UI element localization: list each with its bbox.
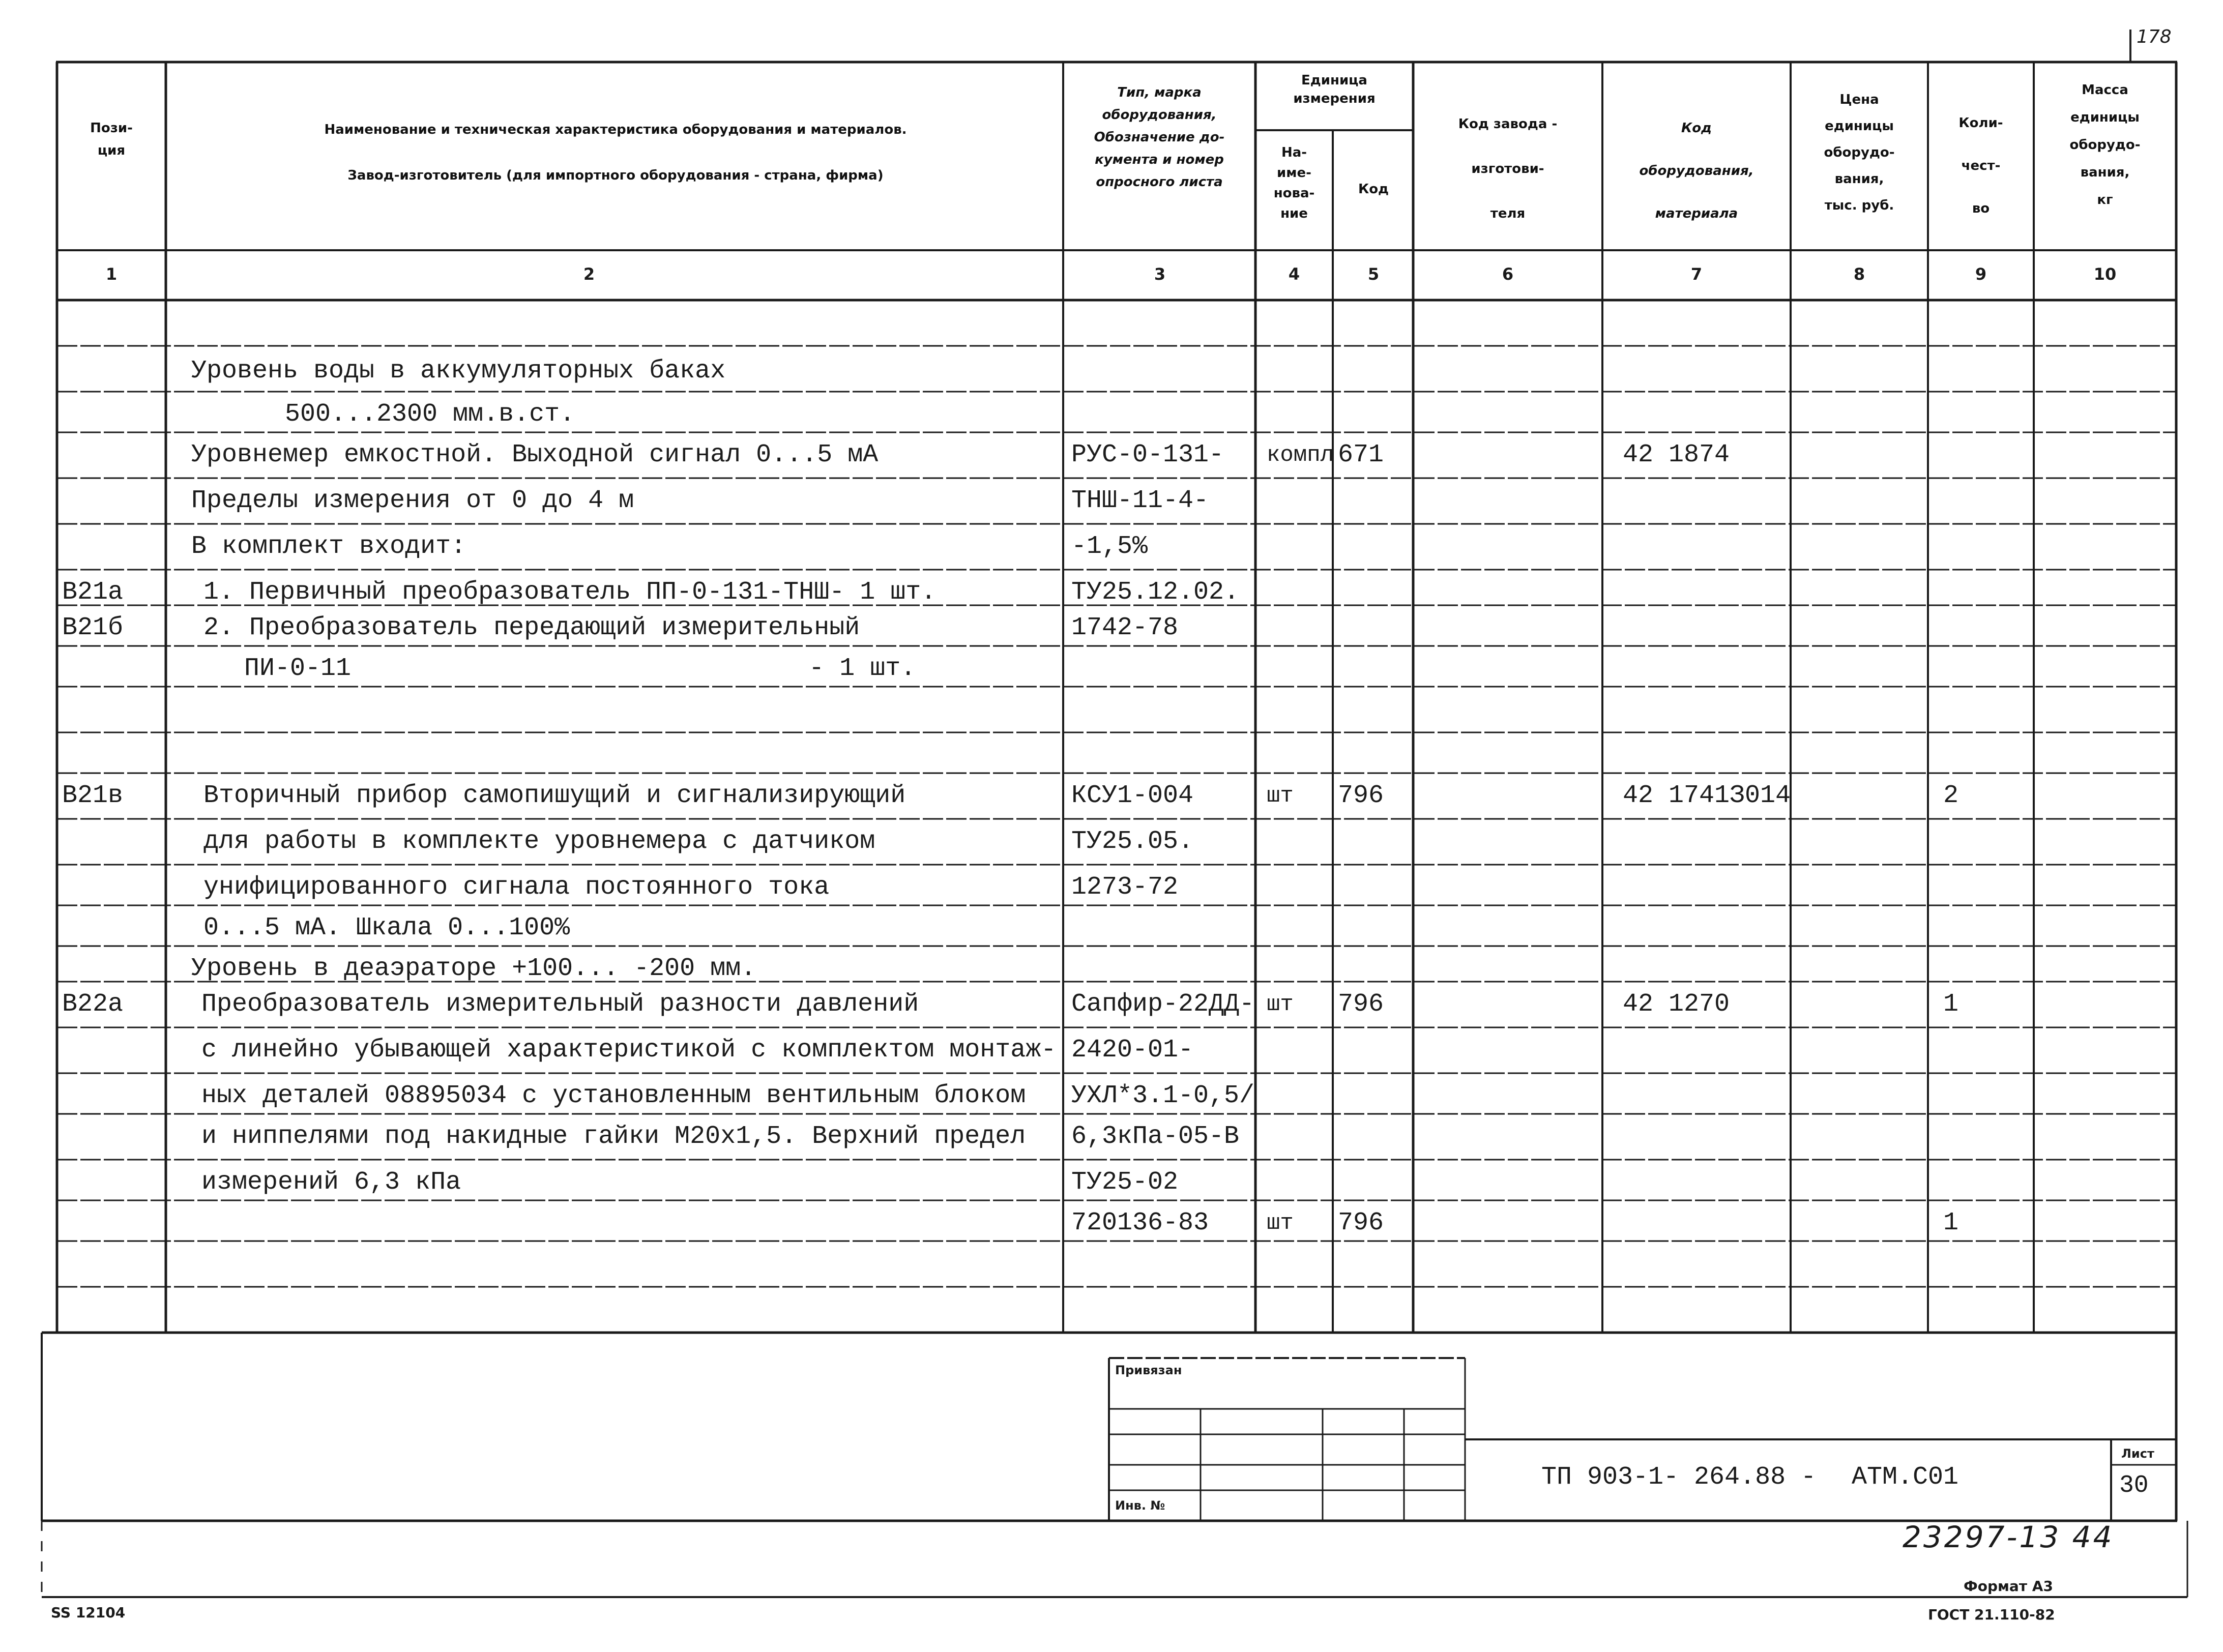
header-price: Цена единицы оборудо- вания, тыс. руб. xyxy=(1824,92,1895,213)
row-quantity: 1 xyxy=(1943,1208,1959,1237)
row-type: ТНШ-11-4- xyxy=(1071,486,1209,515)
row-unit: компл xyxy=(1267,442,1334,468)
header-factory-code: Код завода - изготови- теля xyxy=(1458,116,1558,221)
page-corner-number: 178 xyxy=(2137,26,2172,47)
row-unit: шт xyxy=(1267,992,1294,1017)
header-unit-code: Код xyxy=(1358,182,1389,197)
footer-left-code: SS 12104 xyxy=(51,1604,126,1621)
archive-number: 23297-13 44 xyxy=(1903,1520,2114,1554)
row-name: и ниппелями под накидные гайки М20х1,5. Верхний предел xyxy=(201,1122,1026,1151)
stamp-inv-label: Инв. № xyxy=(1115,1498,1165,1513)
row-name: Пределы измерения от 0 до 4 м xyxy=(191,486,634,515)
row-type: ТУ25.12.02. xyxy=(1071,578,1240,607)
column-number-7: 7 xyxy=(1690,264,1703,284)
column-number-1: 1 xyxy=(105,264,118,284)
header-unit-name: На- име- нова- ние xyxy=(1273,145,1315,221)
row-name: Уровень воды в аккумуляторных баках xyxy=(191,357,726,386)
row-unit: шт xyxy=(1267,1211,1294,1236)
header-name: Наименование и техническая характеристика оборудования и материалов. Завод-изготовитель (для импортного оборудования - страна, фирма) xyxy=(324,122,907,183)
row-type: 2420-01- xyxy=(1071,1036,1194,1065)
row-name: с линейно убывающей характеристикой с комплектом монтаж- xyxy=(201,1036,1057,1065)
row-unit-code: 796 xyxy=(1338,1208,1384,1237)
header-quantity: Коли- чест- во xyxy=(1958,115,2003,216)
row-name: для работы в комплекте уровнемера с датчиком xyxy=(203,827,875,856)
document-code: ТП 903-1- 264.88 - xyxy=(1541,1463,1817,1492)
row-name: Вторичный прибор самопишущий и сигнализирующий xyxy=(203,781,906,810)
column-number-6: 6 xyxy=(1502,264,1514,284)
row-type: ТУ25.05. xyxy=(1071,827,1194,856)
row-name: Преобразователь измерительный разности давлений xyxy=(201,990,919,1019)
row-name: ных деталей 08895034 с установленным вентильным блоком xyxy=(201,1081,1026,1110)
row-quantity: 2 xyxy=(1943,781,1959,810)
row-name: измерений 6,3 кПа xyxy=(201,1168,461,1197)
stamp-attached-label: Привязан xyxy=(1115,1363,1182,1377)
row-type: УХЛ*3.1-0,5/ xyxy=(1071,1081,1255,1110)
row-equipment-code: 42 1741З014 xyxy=(1623,781,1791,810)
column-number-9: 9 xyxy=(1975,264,1987,284)
sheet-number: 30 xyxy=(2119,1472,2149,1499)
column-number-3: 3 xyxy=(1154,264,1166,284)
row-name: В комплект входит: xyxy=(191,532,466,561)
row-position: B22a xyxy=(62,990,124,1019)
row-unit-code: 796 xyxy=(1338,990,1384,1019)
header-mass: Масса единицы оборудо- вания, кг xyxy=(2069,82,2141,208)
row-name: 2. Преобразователь передающий измерительный xyxy=(203,613,860,642)
header-position: Пози- ция xyxy=(90,121,133,158)
sheet-label: Лист xyxy=(2121,1447,2154,1461)
row-type: 720136-83 xyxy=(1071,1208,1209,1237)
document-suffix: АТМ.С01 xyxy=(1852,1463,1959,1492)
column-number-4: 4 xyxy=(1288,264,1300,284)
row-position: B21в xyxy=(62,781,124,810)
row-type: КСУ1-004 xyxy=(1071,781,1194,810)
header-type: Тип, марка оборудования, Обозначение до- кумента и номер опросного листа xyxy=(1094,85,1225,190)
row-unit: шт xyxy=(1267,783,1294,809)
column-number-2: 2 xyxy=(583,264,595,284)
column-number-8: 8 xyxy=(1853,264,1865,284)
row-equipment-code: 42 1270 xyxy=(1623,990,1730,1019)
row-position: B21б xyxy=(62,613,124,642)
row-type: 6,3кПа-05-В xyxy=(1071,1122,1240,1151)
row-unit-code: 671 xyxy=(1338,440,1384,469)
footer-standard: ГОСТ 21.110-82 xyxy=(1928,1606,2055,1623)
row-equipment-code: 42 1874 xyxy=(1623,440,1730,469)
column-number-5: 5 xyxy=(1367,264,1380,284)
header-equipment-code: Код оборудования, материала xyxy=(1639,121,1754,221)
row-name: 1. Первичный преобразователь ПП-0-131-ТНШ- 1 шт. xyxy=(203,578,937,607)
row-quantity: 1 xyxy=(1943,990,1959,1019)
row-name: 500...2300 мм.в.ст. xyxy=(285,400,575,429)
row-name: Уровень в деаэраторе +100... -200 мм. xyxy=(191,954,756,983)
row-type: ТУ25-02 xyxy=(1071,1168,1179,1197)
header-unit-group: Единица измерения xyxy=(1293,73,1376,106)
row-type: 1742-78 xyxy=(1071,613,1179,642)
row-name: 0...5 мА. Шкала 0...100% xyxy=(203,913,570,942)
row-unit-code: 796 xyxy=(1338,781,1384,810)
row-position: B21a xyxy=(62,578,124,607)
footer-format: Формат А3 xyxy=(1964,1578,2053,1595)
row-name: унифицированного сигнала постоянного тока xyxy=(203,873,830,902)
row-type: -1,5% xyxy=(1071,532,1148,561)
row-name: Уровнемер емкостной. Выходной сигнал 0...5 мА xyxy=(191,440,879,469)
row-name: ПИ-0-11 - 1 шт. xyxy=(244,654,916,683)
row-type: 1273-72 xyxy=(1071,873,1179,902)
column-number-10: 10 xyxy=(2093,264,2117,284)
row-type: РУС-0-131- xyxy=(1071,440,1224,469)
row-type: Сапфир-22ДД- xyxy=(1071,990,1255,1019)
